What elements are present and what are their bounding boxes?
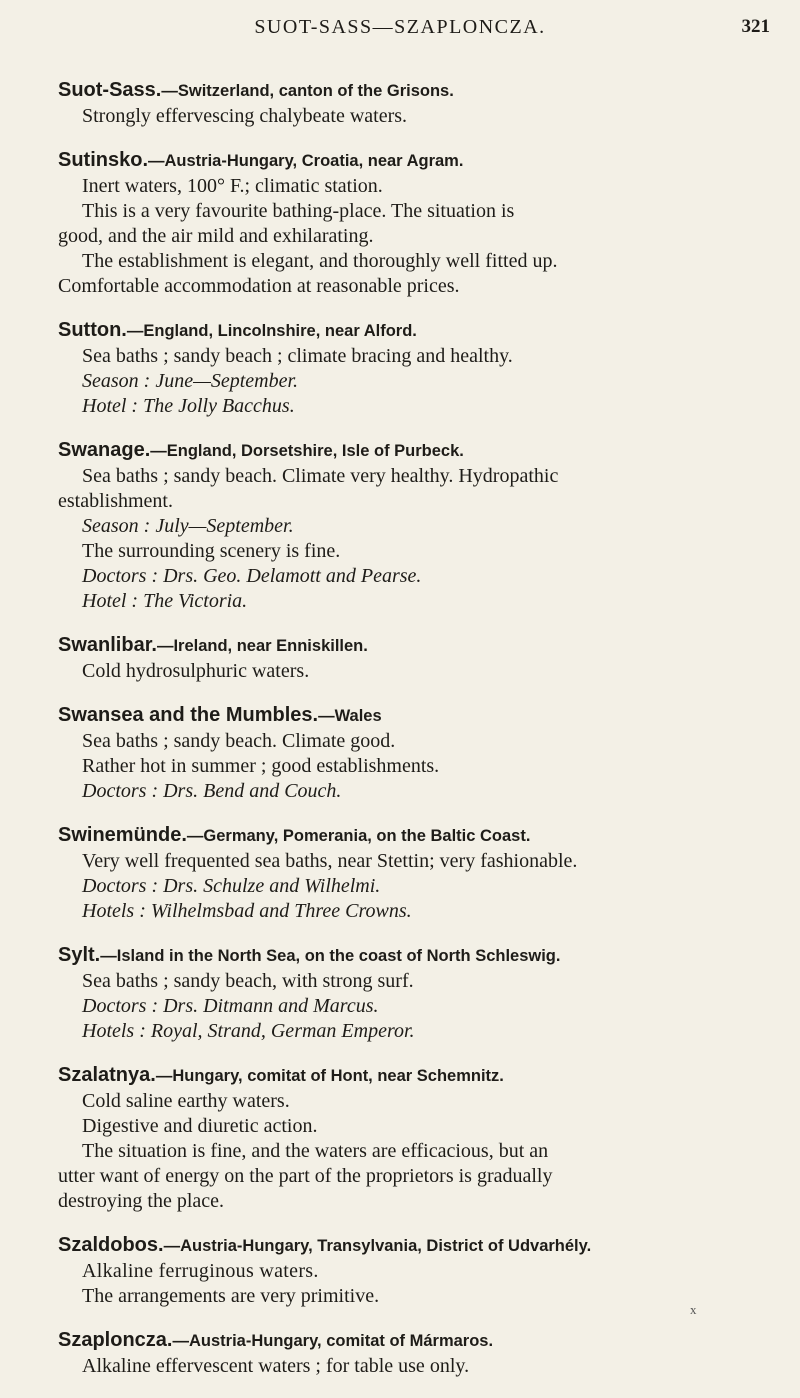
entry-location: —Austria-Hungary, comitat of Mármaros. — [172, 1332, 494, 1350]
entry-location: —Ireland, near Enniskillen. — [156, 637, 368, 655]
entry-name: Szaploncza. — [58, 1329, 173, 1351]
entry-line: Very well frequented sea baths, near Stettin; very fashionable. — [82, 850, 578, 872]
entry-line-season: Season : June—September. — [82, 370, 299, 392]
entry-line-doctors: Doctors : Drs. Geo. Delamott and Pearse. — [82, 565, 422, 587]
entry-sutton — [58, 318, 776, 419]
entry-name: Szalatnya. — [58, 1064, 156, 1086]
entry-swinemuende — [58, 823, 776, 924]
entry-swanlibar — [58, 633, 776, 684]
entry-name: Swanlibar. — [58, 634, 157, 656]
entry-line: Sea baths ; sandy beach. Climate good. — [82, 730, 396, 752]
entry-line-season: Season : July—September. — [82, 515, 294, 537]
signature-mark: x — [690, 1302, 697, 1317]
page-number: 321 — [741, 16, 770, 37]
entry-name: Sylt. — [58, 944, 101, 966]
entry-line-doctors: Doctors : Drs. Bend and Couch. — [82, 780, 342, 802]
entry-heading — [58, 823, 776, 849]
entry-line-doctors: Doctors : Drs. Schulze and Wilhelmi. — [82, 875, 381, 897]
entry-line-hotel: Hotel : The Jolly Bacchus. — [82, 395, 295, 417]
entry-location: —Switzerland, canton of the Grisons. — [161, 82, 454, 100]
entry-location: —Island in the North Sea, on the coast of North Schleswig. — [100, 947, 561, 965]
entry-heading — [58, 438, 776, 464]
entry-szalatnya — [58, 1063, 776, 1214]
entry-line: Sea baths ; sandy beach ; climate bracing and healthy. — [82, 345, 513, 367]
entry-line: This is a very favourite bathing-place. The situation is — [82, 200, 515, 222]
entry-line: Sea baths ; sandy beach, with strong surf. — [82, 970, 414, 992]
entry-name: Suot-Sass. — [58, 79, 162, 101]
entry-name: Sutinsko. — [58, 149, 149, 171]
entry-line-hotels: Hotels : Royal, Strand, German Emperor. — [82, 1020, 415, 1042]
entry-heading — [58, 1233, 776, 1259]
running-head — [0, 8, 800, 48]
entry-swanage — [58, 438, 776, 614]
entry-line: Strongly effervescing chalybeate waters. — [82, 105, 408, 127]
entry-line: destroying the place. — [58, 1190, 225, 1212]
entry-location: —Germany, Pomerania, on the Baltic Coast. — [186, 827, 531, 845]
entry-swansea — [58, 703, 776, 804]
entry-name: Swinemünde. — [58, 824, 187, 846]
entry-suot-sass — [58, 78, 776, 129]
entry-sylt — [58, 943, 776, 1044]
entry-line: Cold saline earthy waters. — [82, 1090, 290, 1112]
entry-line: Comfortable accommodation at reasonable prices. — [58, 275, 460, 297]
entry-line: The situation is fine, and the waters are efficacious, but an — [82, 1140, 549, 1162]
entry-line: The establishment is elegant, and thoroughly well fitted up. — [82, 250, 558, 272]
entry-line: Sea baths ; sandy beach. Climate very healthy. Hydropathic — [82, 465, 559, 487]
entry-line: Digestive and diuretic action. — [82, 1115, 318, 1137]
entry-line: Alkaline effervescent waters ; for table use only. — [82, 1355, 470, 1377]
entry-line: The arrangements are very primitive. — [82, 1285, 380, 1307]
entry-szaldobos — [58, 1233, 776, 1309]
entry-heading — [58, 703, 776, 729]
entry-heading — [58, 148, 776, 174]
entry-location: —Wales — [318, 707, 382, 725]
entry-sutinsko — [58, 148, 776, 299]
entry-line: The surrounding scenery is fine. — [82, 540, 341, 562]
entry-line: Cold hydrosulphuric waters. — [82, 660, 310, 682]
entry-line: good, and the air mild and exhilarating. — [58, 225, 374, 247]
gazetteer-entries — [58, 78, 776, 1398]
entry-name: Swansea and the Mumbles. — [58, 704, 319, 726]
entry-line-hotel: Hotel : The Victoria. — [82, 590, 248, 612]
entry-name: Sutton. — [58, 319, 127, 341]
entry-line: Rather hot in summer ; good establishments. — [82, 755, 440, 777]
running-title: SUOT-SASS—SZAPLONCZA. — [254, 16, 546, 38]
entry-heading — [58, 78, 776, 104]
entry-location: —Austria-Hungary, Transylvania, District of Udvarhély. — [163, 1237, 592, 1255]
entry-heading — [58, 943, 776, 969]
entry-line: Inert waters, 100° F.; climatic station. — [82, 175, 383, 197]
entry-location: —Hungary, comitat of Hont, near Schemnitz. — [155, 1067, 504, 1085]
entry-line: Alkaline ferruginous waters. — [82, 1260, 319, 1282]
entry-name: Szaldobos. — [58, 1234, 164, 1256]
entry-line: establishment. — [58, 490, 173, 512]
entry-heading — [58, 318, 776, 344]
entry-name: Swanage. — [58, 439, 151, 461]
entry-line-doctors: Doctors : Drs. Ditmann and Marcus. — [82, 995, 379, 1017]
entry-line-hotels: Hotels : Wilhelmsbad and Three Crowns. — [82, 900, 412, 922]
entry-line: utter want of energy on the part of the proprietors is gradually — [58, 1165, 553, 1187]
entry-heading — [58, 1063, 776, 1089]
entry-heading — [58, 633, 776, 659]
entry-location: —England, Dorsetshire, Isle of Purbeck. — [150, 442, 464, 460]
entry-location: —Austria-Hungary, Croatia, near Agram. — [148, 152, 464, 170]
entry-heading — [58, 1328, 776, 1354]
entry-szaploncza — [58, 1328, 776, 1379]
entry-location: —England, Lincolnshire, near Alford. — [126, 322, 417, 340]
